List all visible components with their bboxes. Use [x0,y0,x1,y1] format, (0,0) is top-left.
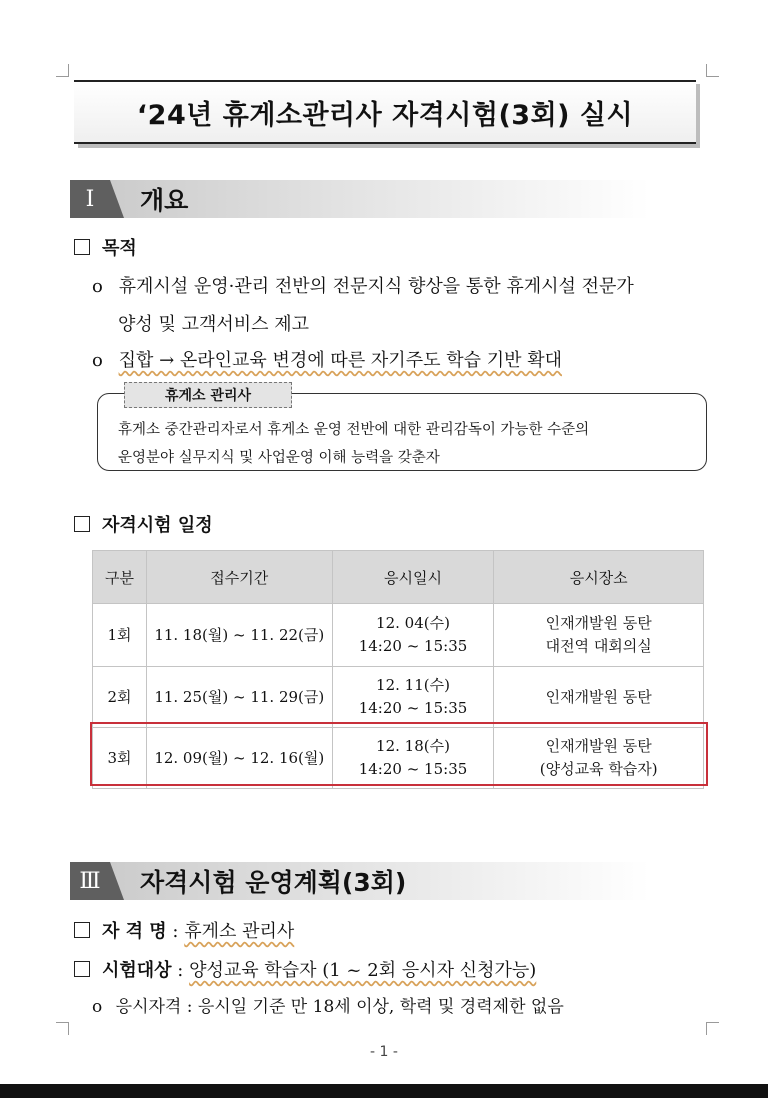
purpose-bullet-1-text: 휴게시설 운영·관리 전반의 전문지식 향상을 통한 휴게시설 전문가 [118,276,634,297]
qualification-name-label: 자 격 명 [102,921,167,942]
table-row [93,667,704,728]
exam-target-label: 시험대상 [102,960,172,981]
qualification-name-item: 자 격 명 : 휴게소 관리사 [74,917,294,943]
place-cell [494,667,704,728]
period-cell: 12. 09(월) ~ 12. 16(월) [146,728,332,789]
place-cell [494,728,704,789]
bullet-mark: o [92,350,103,371]
document-title: ‘24년 휴게소관리사 자격시험(3회) 실시 [136,99,634,131]
date-cell [332,667,494,728]
column-header: 접수기간 [146,551,332,604]
qualification-name-value: 휴게소 관리사 [184,921,295,942]
section-1-header [70,180,650,218]
exam-time: 14:20 ~ 15:35 [358,637,468,655]
place-line-1: 인재개발원 동탄 [545,687,652,706]
crop-mark-bottom-right [706,1022,719,1035]
round-cell: 2회 [93,667,147,728]
date-cell [332,604,494,667]
exam-time: 14:20 ~ 15:35 [358,699,468,717]
exam-target-value: 양성교육 학습자 (1 ~ 2회 응시자 신청가능) [189,960,537,981]
eligibility-text: 응시자격 : 응시일 기준 만 18세 이상, 학력 및 경력제한 없음 [115,997,564,1017]
date-cell [332,728,494,789]
table-row [93,604,704,667]
section-3-header [70,862,650,900]
checkbox-square-icon [74,239,90,255]
exam-date: 12. 11(수) [376,676,450,694]
period-cell: 11. 25(월) ~ 11. 29(금) [146,667,332,728]
purpose-bullet-2 [92,346,562,372]
place-line-1: 인재개발원 동탄 [545,614,652,632]
definition-label: 휴게소 관리사 [124,382,292,408]
crop-mark-top-right [706,64,719,77]
crop-mark-top-left [56,64,69,77]
round-cell: 3회 [93,728,147,789]
exam-target-item: 시험대상 : 양성교육 학습자 (1 ~ 2회 응시자 신청가능) [74,956,536,982]
definition-line-2: 운영분야 실무지식 및 사업운영 이해 능력을 갖춘자 [118,450,440,466]
bullet-mark: o [92,276,103,297]
schedule-heading [74,511,213,537]
column-header: 구분 [93,551,147,604]
section-1-title: 개요 [140,186,189,215]
checkbox-square-icon [74,516,90,532]
exam-time: 14:20 ~ 15:35 [358,760,468,778]
column-header: 응시일시 [332,551,494,604]
schedule-table [92,550,704,789]
exam-date: 12. 04(수) [376,614,450,632]
checkbox-square-icon [74,922,90,938]
section-slash-decoration [110,180,124,218]
exam-date: 12. 18(수) [376,737,450,755]
section-1-number: I [70,180,110,218]
bullet-mark: o [92,997,103,1017]
eligibility-bullet [92,992,564,1017]
purpose-heading-text: 목적 [102,238,137,259]
checkbox-square-icon [74,961,90,977]
place-cell [494,604,704,667]
purpose-bullet-1 [92,272,634,298]
definition-line-1: 휴게소 중간관리자로서 휴게소 운영 전반에 대한 관리감독이 가능한 수준의 [118,422,590,438]
bottom-edge-bar [0,1084,768,1098]
table-header-row [93,551,704,604]
place-line-2: 대전역 대회의실 [545,637,652,655]
document-title-box [74,80,696,144]
period-cell: 11. 18(월) ~ 11. 22(금) [146,604,332,667]
table-row-highlighted [93,728,704,789]
place-line-2: (양성교육 학습자) [539,760,658,778]
purpose-bullet-2-text: 집합 → 온라인교육 변경에 따른 자기주도 학습 기반 확대 [118,350,562,371]
purpose-bullet-1-cont [118,310,309,336]
section-slash-decoration [110,862,124,900]
round-cell: 1회 [93,604,147,667]
purpose-heading [74,234,137,260]
place-line-1: 인재개발원 동탄 [545,737,652,755]
page-number: - 1 - [370,1044,398,1060]
schedule-heading-text: 자격시험 일정 [102,515,213,536]
section-3-number: Ⅲ [70,862,110,900]
crop-mark-bottom-left [56,1022,69,1035]
section-3-title: 자격시험 운영계획(3회) [140,868,407,897]
column-header: 응시장소 [494,551,704,604]
purpose-bullet-1-cont-text: 양성 및 고객서비스 제고 [118,314,310,335]
